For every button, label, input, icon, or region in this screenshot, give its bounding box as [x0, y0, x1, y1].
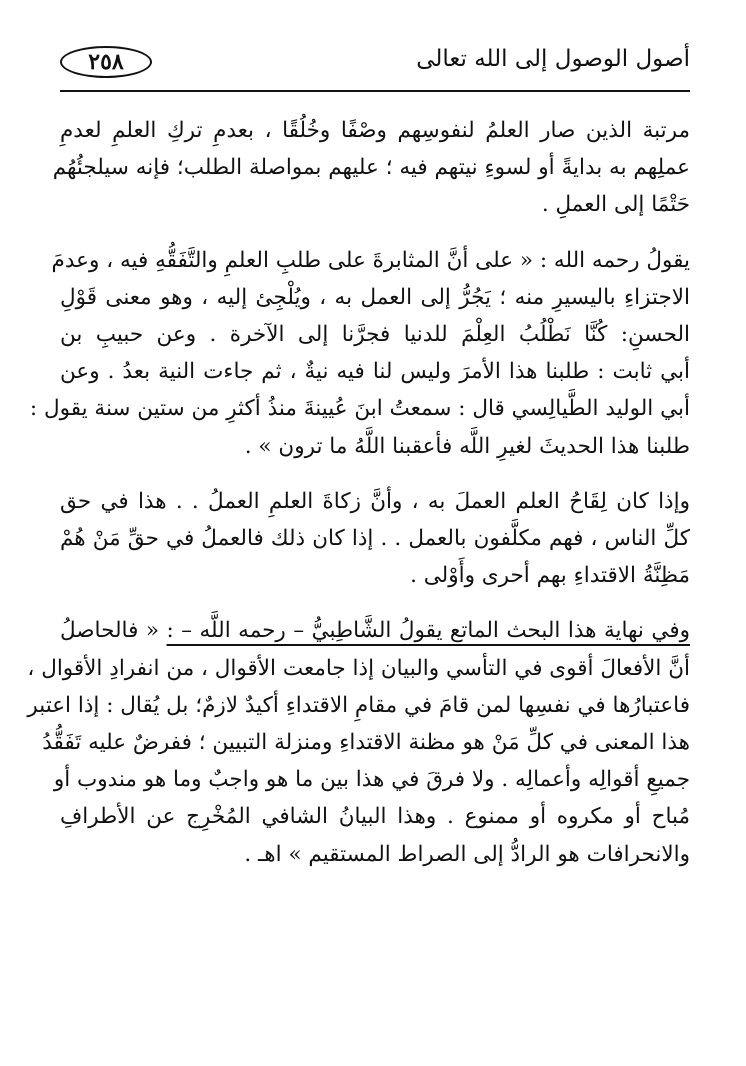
page-number: ٢٥٨: [88, 49, 124, 75]
page-body: [27, 112, 691, 873]
text-line: أنَّ الأفعالَ أقوى في التأسي والبيان إذا جامعت الأقوال ، من انفرادِ الأقوال ،: [27, 655, 690, 681]
text-line: كلِّ الناس ، فهم مكلَّفون بالعمل . . إذا كان ذلك فالعملُ في حقِّ مَنْ هُمْ: [60, 526, 690, 552]
text-line: طلبنا هذا الحديثَ لغيرِ اللَّه فأعقبنا اللَّهُ ما ترون » .: [244, 433, 690, 459]
paragraph-3: [60, 483, 690, 595]
text-line: جميعِ أقوالِه وأعمالِه . ولا فرقَ في هذا بين ما هو واجبٌ وما هو مندوب أو: [53, 767, 690, 793]
text-line: والانحرافات هو الرادُّ إلى الصراط المستقيم » اهـ .: [244, 841, 690, 867]
text-line: الحسنِ: كُنَّا نَطْلُبُ العِلْمَ للدنيا فجرَّنا إلى الآخرة . وعن حبيبِ بن: [60, 322, 690, 348]
page-header: [60, 36, 690, 96]
text-line: عملِهم به بدايةً أو لسوءِ نيتهم فيه ؛ عليهم بمواصلة الطلب؛ فإنه سيلجئُهُم: [52, 155, 690, 181]
text-line: أبي ثابت : طلبنا هذا الأمرَ وليس لنا فيه نيةٌ ، ثم جاءت النية بعدُ . وعن: [60, 359, 690, 385]
text-line: فاعتبارُها في نفسِها لمن قامَ في مقامِ الاقتداءِ أكيدٌ لازمٌ؛ بل يُقال : إذا اعتبر: [27, 692, 690, 718]
paragraph-4: [27, 612, 691, 872]
text-line: مَظِنَّةُ الاقتداءِ بهم أحرى وأَوْلى .: [410, 563, 690, 589]
text-line: مُباح أو مكروه أو ممنوع . وهذا البيانُ الشافي المُخْرِج عن الأطرافِ: [60, 804, 690, 830]
text-line: مرتبة الذين صار العلمُ لنفوسِهم وصْفًا وخُلُقًا ، بعدمِ تركِ العلمِ لعدمِ: [60, 118, 690, 143]
text-line: الاجتزاءِ باليسيرِ منه ؛ يَجُرُّ إلى العمل به ، ويُلْجِئ إليه ، وهو معنى قَوْلِ: [60, 284, 690, 310]
paragraph-1: [52, 112, 690, 224]
underlined-lead: وفي نهاية هذا البحث الماتع يقولُ الشَّاطِبيُّ – رحمه اللَّه – :: [166, 618, 691, 644]
lead-rest: « فالحاصلُ: [60, 618, 167, 644]
page-number-badge: [60, 46, 152, 78]
text-line: وإذا كان لِقَاحُ العلم العملَ به ، وأنَّ زكاةَ العلمِ العملُ . . هذا في حق: [60, 488, 690, 514]
running-title: أصول الوصول إلى الله تعالى: [416, 46, 690, 72]
paragraph-2: [29, 242, 690, 465]
text-line: أبي الوليد الطَّيالِسي قال : سمعتُ ابنَ عُيينةَ منذُ أكثرِ من ستين سنة يقول :: [29, 396, 690, 422]
text-line-lead: [60, 612, 690, 649]
header-rule: [60, 90, 690, 92]
text-line: يقولُ رحمه الله : « على أنَّ المثابرةَ على طلبِ العلمِ والتَّفَقُّهِ فيه ، وعدمَ: [51, 247, 690, 273]
text-line: هذا المعنى في كلِّ مَنْ هو مظنة الاقتداءِ ومنزلة التبيين ؛ ففرضٌ عليه تَفَقُّدُ: [42, 730, 690, 756]
text-line: حَتْمًا إلى العملِ .: [541, 192, 690, 218]
